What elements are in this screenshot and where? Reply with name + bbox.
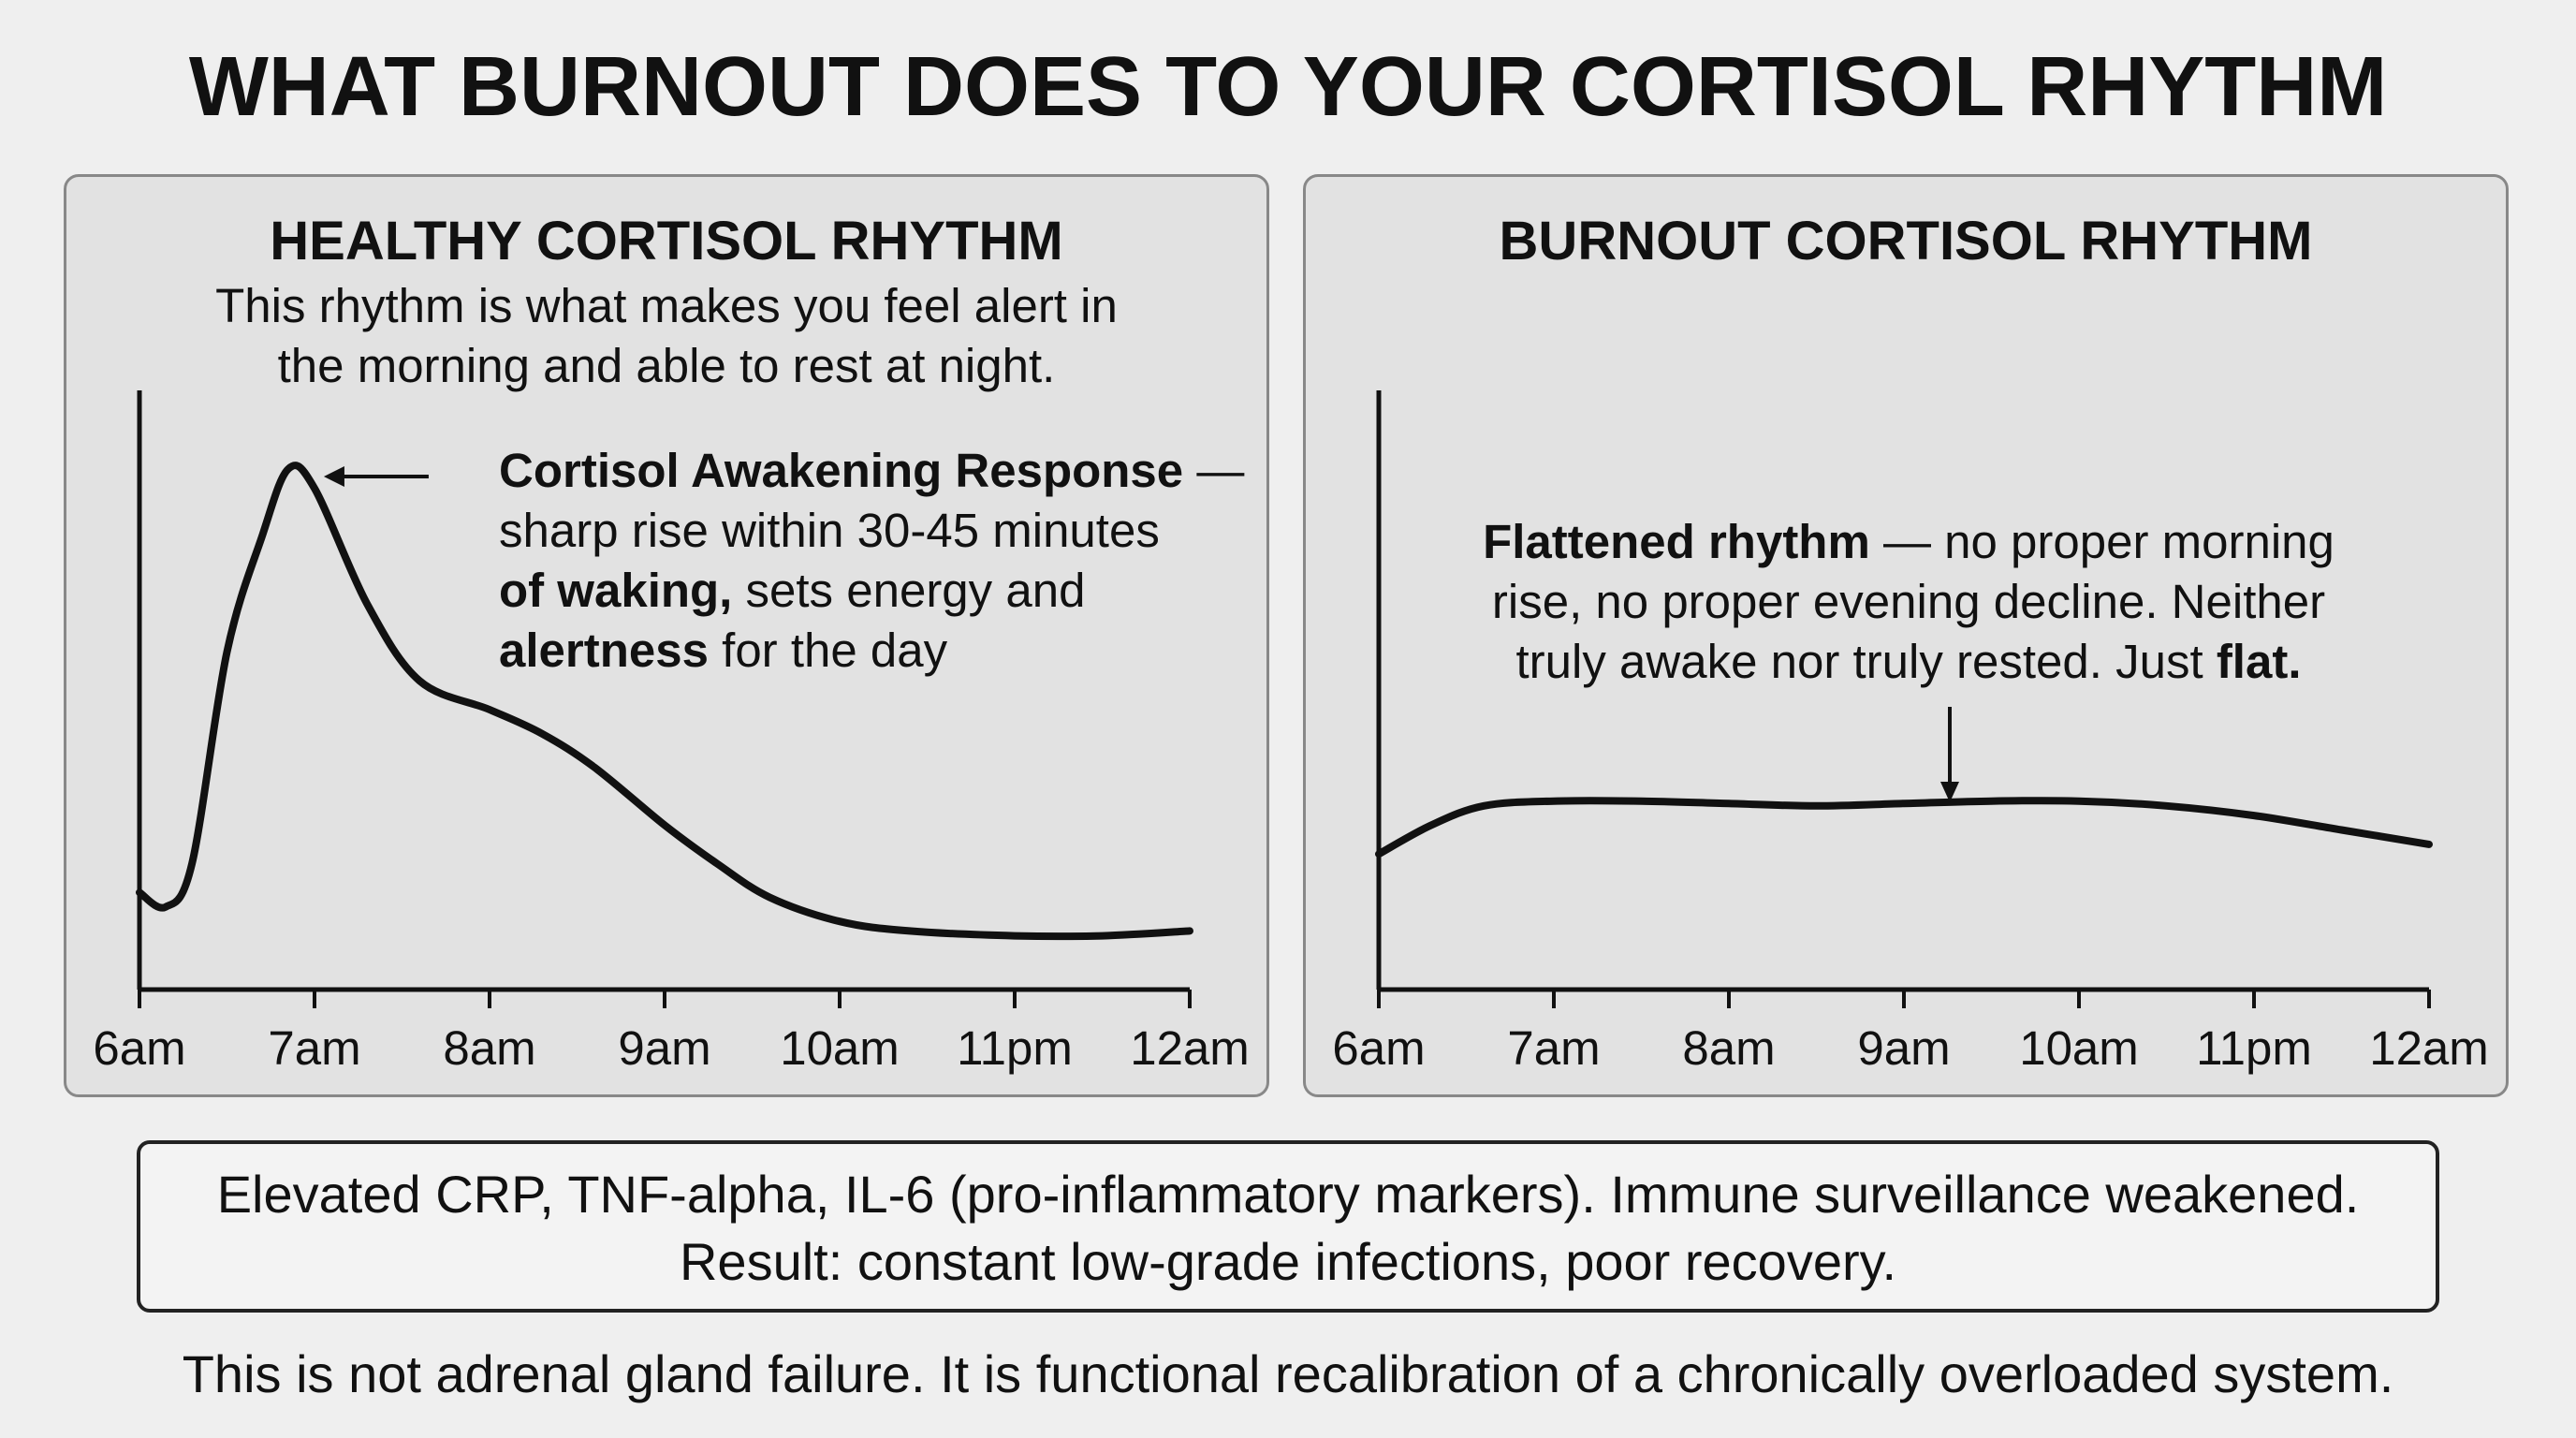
healthy-subtitle-line-1: This rhythm is what makes you feel alert in xyxy=(215,279,1118,332)
burnout-data-point xyxy=(1429,823,1433,827)
healthy-data-point xyxy=(260,535,264,538)
burnout-x-tick-label: 8am xyxy=(1682,1021,1776,1075)
healthy-data-point xyxy=(593,766,596,770)
healthy-data-point xyxy=(190,861,194,865)
healthy-data-point xyxy=(417,679,421,682)
annotation-line-4 xyxy=(499,621,1266,681)
healthy-data-point xyxy=(1188,929,1192,932)
healthy-data-point xyxy=(286,467,290,471)
peak-arrow-head xyxy=(324,466,344,487)
healthy-x-tick-label: 12am xyxy=(1130,1021,1250,1075)
annotation-bold-waking: of waking, xyxy=(499,564,733,617)
burnout-data-point xyxy=(2340,829,2344,832)
burnout-data-point xyxy=(1815,804,1819,808)
burnout-data-point xyxy=(2427,843,2431,846)
healthy-data-point xyxy=(768,895,771,899)
flat-annotation-line-3-rest: truly awake nor truly rested. Just xyxy=(1515,635,2217,688)
inflammation-info-box xyxy=(137,1140,2439,1313)
healthy-x-tick-label: 7am xyxy=(268,1021,361,1075)
healthy-data-point xyxy=(838,919,842,923)
burnout-cortisol-line xyxy=(1379,800,2429,854)
annotation-line-1 xyxy=(499,441,1266,501)
annotation-bold-car: Cortisol Awakening Response xyxy=(499,444,1184,497)
healthy-data-point xyxy=(226,650,229,653)
annotation-line-3 xyxy=(499,561,1266,621)
annotation-line-3-rest: sets energy and xyxy=(732,564,1086,617)
burnout-data-point xyxy=(2252,814,2256,817)
healthy-data-point xyxy=(138,890,141,894)
healthy-data-point xyxy=(365,602,369,606)
flat-annotation-line-1 xyxy=(1343,512,2474,572)
burnout-x-tick-label: 10am xyxy=(2019,1021,2139,1075)
info-box-line-1: Elevated CRP, TNF-alpha, IL-6 (pro-inflammatory markers). Immune surveillance weakened. xyxy=(216,1165,2360,1224)
annotation-bold-alertness: alertness xyxy=(499,624,709,677)
healthy-data-point xyxy=(1013,934,1017,938)
burnout-x-tick-label: 6am xyxy=(1332,1021,1426,1075)
flat-annotation-line-2: rise, no proper evening decline. Neither xyxy=(1491,575,2326,628)
cortisol-awakening-response-annotation xyxy=(499,441,1266,681)
burnout-data-point xyxy=(1727,801,1731,805)
healthy-panel-title: HEALTHY CORTISOL RHYTHM xyxy=(270,211,1063,271)
healthy-data-point xyxy=(908,929,912,932)
flat-annotation-line-1-rest: — no proper morning xyxy=(1869,515,2334,568)
flat-annotation-bold: Flattened rhythm xyxy=(1483,515,1870,568)
annotation-line-2: sharp rise within 30-45 minutes xyxy=(499,504,1160,557)
healthy-data-point xyxy=(715,861,719,865)
healthy-data-point xyxy=(313,487,316,491)
burnout-data-point xyxy=(2165,804,2169,808)
healthy-rhythm-panel xyxy=(64,174,1269,1097)
burnout-x-tick-label: 11pm xyxy=(2196,1021,2312,1075)
annotation-line-4-rest: for the day xyxy=(708,624,948,677)
healthy-x-tick-label: 11pm xyxy=(957,1021,1073,1075)
flat-annotation-bold-flat: flat. xyxy=(2216,635,2302,688)
healthy-x-tick-label: 9am xyxy=(618,1021,711,1075)
healthy-data-point xyxy=(663,823,666,827)
burnout-data-point xyxy=(1640,800,1644,803)
footer-note: This is not adrenal gland failure. It is functional recalibration of a chronically overloaded system. xyxy=(182,1344,2394,1403)
healthy-data-point xyxy=(488,708,491,712)
healthy-data-point xyxy=(164,905,168,909)
healthy-x-tick-label: 8am xyxy=(443,1021,536,1075)
burnout-data-point xyxy=(1990,800,1994,803)
burnout-x-tick-label: 12am xyxy=(2369,1021,2489,1075)
healthy-x-tick-label: 6am xyxy=(93,1021,186,1075)
healthy-subtitle-line-2: the morning and able to rest at night. xyxy=(277,339,1056,392)
burnout-x-tick-label: 7am xyxy=(1507,1021,1601,1075)
burnout-data-point xyxy=(1482,804,1486,808)
main-title: WHAT BURNOUT DOES TO YOUR CORTISOL RHYTHM xyxy=(188,40,2388,134)
burnout-data-point xyxy=(1552,800,1556,803)
burnout-data-point xyxy=(2077,800,2081,803)
burnout-rhythm-panel xyxy=(1303,174,2509,1097)
burnout-panel-title: BURNOUT CORTISOL RHYTHM xyxy=(1499,211,2313,271)
burnout-data-point xyxy=(1902,801,1906,805)
flattened-rhythm-annotation xyxy=(1343,512,2474,692)
burnout-data-point xyxy=(1377,852,1381,856)
healthy-x-tick-label: 10am xyxy=(780,1021,900,1075)
healthy-data-point xyxy=(1101,934,1105,938)
burnout-x-tick-label: 9am xyxy=(1857,1021,1951,1075)
flat-annotation-line-3 xyxy=(1343,632,2474,692)
info-box-line-2: Result: constant low-grade infections, poor recovery. xyxy=(679,1232,1897,1291)
annotation-dash: — xyxy=(1183,444,1245,497)
healthy-data-point xyxy=(540,732,544,736)
